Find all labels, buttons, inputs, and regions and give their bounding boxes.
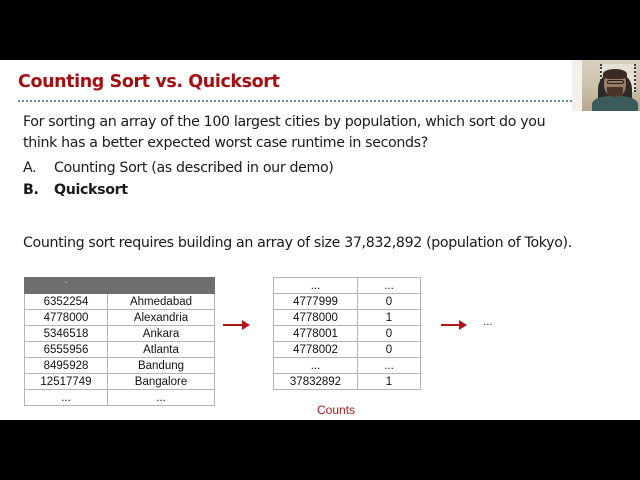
cities-table-header	[25, 278, 215, 294]
table-row	[25, 374, 215, 390]
header-cell-city	[108, 278, 215, 294]
index-cell: ...	[274, 358, 358, 374]
index-cell: 4777999	[274, 294, 358, 310]
arrow-right-icon	[441, 324, 465, 326]
city-cell: Ahmedabad	[108, 294, 215, 310]
city-cell: Atlanta	[108, 342, 215, 358]
population-cell: 6352254	[25, 294, 108, 310]
population-cell: 6555956	[25, 342, 108, 358]
webcam-wall	[572, 60, 582, 111]
counting-sort-note: Counting sort requires building an array of size 37,832,892 (population of Tokyo).	[23, 235, 572, 251]
option-a	[23, 160, 333, 176]
population-cell: ...	[25, 390, 108, 406]
table-row	[25, 326, 215, 342]
counts-table	[273, 277, 421, 390]
city-cell: Alexandria	[108, 310, 215, 326]
count-cell: 0	[358, 342, 421, 358]
population-cell: 5346518	[25, 326, 108, 342]
index-cell: 4778002	[274, 342, 358, 358]
letterbox-top	[0, 0, 640, 60]
index-cell: 4778000	[274, 310, 358, 326]
table-row	[25, 310, 215, 326]
population-cell: 12517749	[25, 374, 108, 390]
slide-title: Counting Sort vs. Quicksort	[18, 72, 280, 92]
city-cell: Ankara	[108, 326, 215, 342]
index-cell: 37832892	[274, 374, 358, 390]
table-row	[274, 342, 421, 358]
population-cell: 8495928	[25, 358, 108, 374]
count-cell: ...	[358, 278, 421, 294]
index-cell: ...	[274, 278, 358, 294]
city-cell: Bangalore	[108, 374, 215, 390]
table-row	[274, 278, 421, 294]
city-cell: ...	[108, 390, 215, 406]
arrow-right-icon	[223, 324, 248, 326]
option-b-letter: B.	[23, 182, 39, 198]
question-text: For sorting an array of the 100 largest cities by population, which sort do you think has a better expected worst case runtime in seconds?	[23, 114, 546, 151]
city-cell: Bandung	[108, 358, 215, 374]
count-cell: 1	[358, 374, 421, 390]
presenter-webcam	[572, 60, 640, 111]
table-row	[274, 374, 421, 390]
table-row	[274, 294, 421, 310]
header-cell-population: `	[25, 278, 108, 294]
table-row	[25, 390, 215, 406]
index-cell: 4778001	[274, 326, 358, 342]
count-cell: 1	[358, 310, 421, 326]
webcam-presenter-glasses	[607, 80, 624, 84]
table-row	[25, 294, 215, 310]
webcam-presenter-beard	[607, 87, 623, 97]
population-cell: 4778000	[25, 310, 108, 326]
table-row	[25, 358, 215, 374]
cities-table	[24, 277, 215, 406]
webcam-presenter-hair	[603, 69, 627, 79]
letterbox-bottom	[0, 420, 640, 480]
count-cell: ...	[358, 358, 421, 374]
webcam-presenter-shirt	[592, 96, 638, 111]
table-row	[274, 310, 421, 326]
table-row	[25, 342, 215, 358]
counts-caption: Counts	[317, 403, 356, 417]
slide	[0, 60, 640, 420]
title-divider	[18, 100, 572, 102]
option-b	[23, 182, 128, 198]
table-row	[274, 358, 421, 374]
option-a-letter: A.	[23, 160, 37, 176]
trailing-ellipsis: ...	[483, 316, 493, 328]
count-cell: 0	[358, 326, 421, 342]
option-b-text: Quicksort	[54, 182, 128, 198]
table-row	[274, 326, 421, 342]
option-a-text: Counting Sort (as described in our demo)	[54, 160, 334, 176]
count-cell: 0	[358, 294, 421, 310]
